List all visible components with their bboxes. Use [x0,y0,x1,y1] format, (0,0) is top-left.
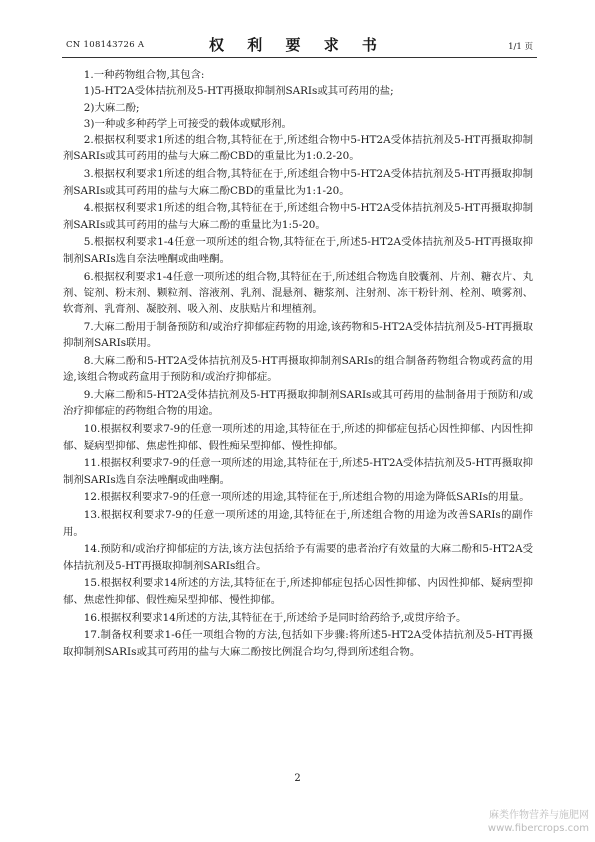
claim-paragraph: 12.根据权利要求7-9的任意一项所述的用途,其特征在于,所述组合物的用途为降低SARIs的用量。 [83,491,530,504]
claim-paragraph: 15.根据权利要求14所述的方法,其特征在于,所述抑郁症包括心因性抑郁、内因性抑郁、疑病型抑郁、焦虑性抑郁、假性痴呆型抑郁、慢性抑郁。 [63,577,533,606]
claim-paragraph: 8.大麻二酚和5-HT2A受体拮抗剂及5-HT再摄取抑制剂SARIs的组合制备药物组合物或药盒的用途,该组合物或药盒用于预防和/或治疗抑郁症。 [63,355,533,384]
claim-paragraph: 3.根据权利要求1所述的组合物,其特征在于,所述组合物中5-HT2A受体拮抗剂及5-HT再摄取抑制剂SARIs或其可药用的盐与大麻二酚CBD的重量比为1:1-20。 [63,168,533,197]
page-indicator: 1/1 页 [508,42,533,52]
watermark [488,809,589,835]
claim-item: 2)大麻二酚; [83,101,140,114]
header-divider [62,57,537,58]
claim-paragraph: 9.大麻二酚和5-HT2A受体拮抗剂及5-HT再摄取抑制剂SARIs或其可药用的盐制备用于预防和/或治疗抑郁症的药物组合物的用途。 [63,389,533,418]
document-title: 权 利 要 求 书 [209,36,386,54]
claim-paragraph: 2.根据权利要求1所述的组合物,其特征在于,所述组合物中5-HT2A受体拮抗剂及5-HT再摄取抑制剂SARIs或其可药用的盐与大麻二酚CBD的重量比为1:0.2-20。 [63,134,533,163]
claim-paragraph: 17.制备权利要求1-6任一项组合物的方法,包括如下步骤:将所述5-HT2A受体拮抗剂及5-HT再摄取抑制剂SARIs或其可药用的盐与大麻二酚按比例混合均匀,得到所述组合物。 [63,629,533,658]
page-header [0,34,595,56]
publication-number: CN 108143726 A [66,40,145,50]
claim-paragraph: 14.预防和/或治疗抑郁症的方法,该方法包括给予有需要的患者治疗有效量的大麻二酚和5-HT2A受体拮抗剂及5-HT再摄取抑制剂SARIs组合。 [63,543,533,572]
claim-paragraph: 1.一种药物组合物,其包含: [83,69,205,81]
watermark-url: www.fibercrops.com [487,823,589,834]
watermark-site-name: 麻类作物营养与施肥网 [489,810,589,821]
claim-item: 3)一种或多种药学上可接受的载体或赋形剂。 [83,117,292,130]
claim-item: 1)5-HT2A受体拮抗剂及5-HT再摄取抑制剂SARIs或其可药用的盐; [83,85,394,98]
claims-body [63,67,533,661]
claim-paragraph: 16.根据权利要求14所述的方法,其特征在于,所述给予是同时给药给予,或贯序给予。 [83,611,467,624]
claim-paragraph: 5.根据权利要求1-4任意一项所述的组合物,其特征在于,所述5-HT2A受体拮抗剂及5-HT再摄取抑制剂SARIs选自奈法唑酮或曲唑酮。 [63,236,533,265]
page-number: 2 [294,773,301,784]
claim-paragraph: 11.根据权利要求7-9的任意一项所述的用途,其特征在于,所述5-HT2A受体拮抗剂及5-HT再摄取抑制剂SARIs选自奈法唑酮或曲唑酮。 [63,457,533,486]
claim-paragraph: 7.大麻二酚用于制备预防和/或治疗抑郁症药物的用途,该药物和5-HT2A受体拮抗剂及5-HT再摄取抑制剂SARIs联用。 [63,320,533,350]
claim-paragraph: 4.根据权利要求1所述的组合物,其特征在于,所述组合物中5-HT2A受体拮抗剂及5-HT再摄取抑制剂SARIs或其可药用的盐与大麻二酚的重量比为1:5-20。 [63,202,533,231]
claim-paragraph: 13.根据权利要求7-9的任意一项所述的用途,其特征在于,所述组合物的用途为改善SARIs的副作用。 [63,509,533,538]
claim-paragraph: 6.根据权利要求1-4任意一项所述的组合物,其特征在于,所述组合物选自胶囊剂、片剂、糖衣片、丸剂、锭剂、粉末剂、颗粒剂、溶液剂、乳剂、混悬剂、糖浆剂、注射剂、冻干粉针剂、栓剂、喷雾剂、软膏剂、乳膏剂、凝胶剂、吸入剂、皮肤贴片和埋植剂。 [63,270,533,316]
claim-paragraph: 10.根据权利要求7-9的任意一项所述的用途,其特征在于,所述的抑郁症包括心因性抑郁、内因性抑郁、疑病型抑郁、焦虑性抑郁、假性痴呆型抑郁、慢性抑郁。 [63,423,533,452]
